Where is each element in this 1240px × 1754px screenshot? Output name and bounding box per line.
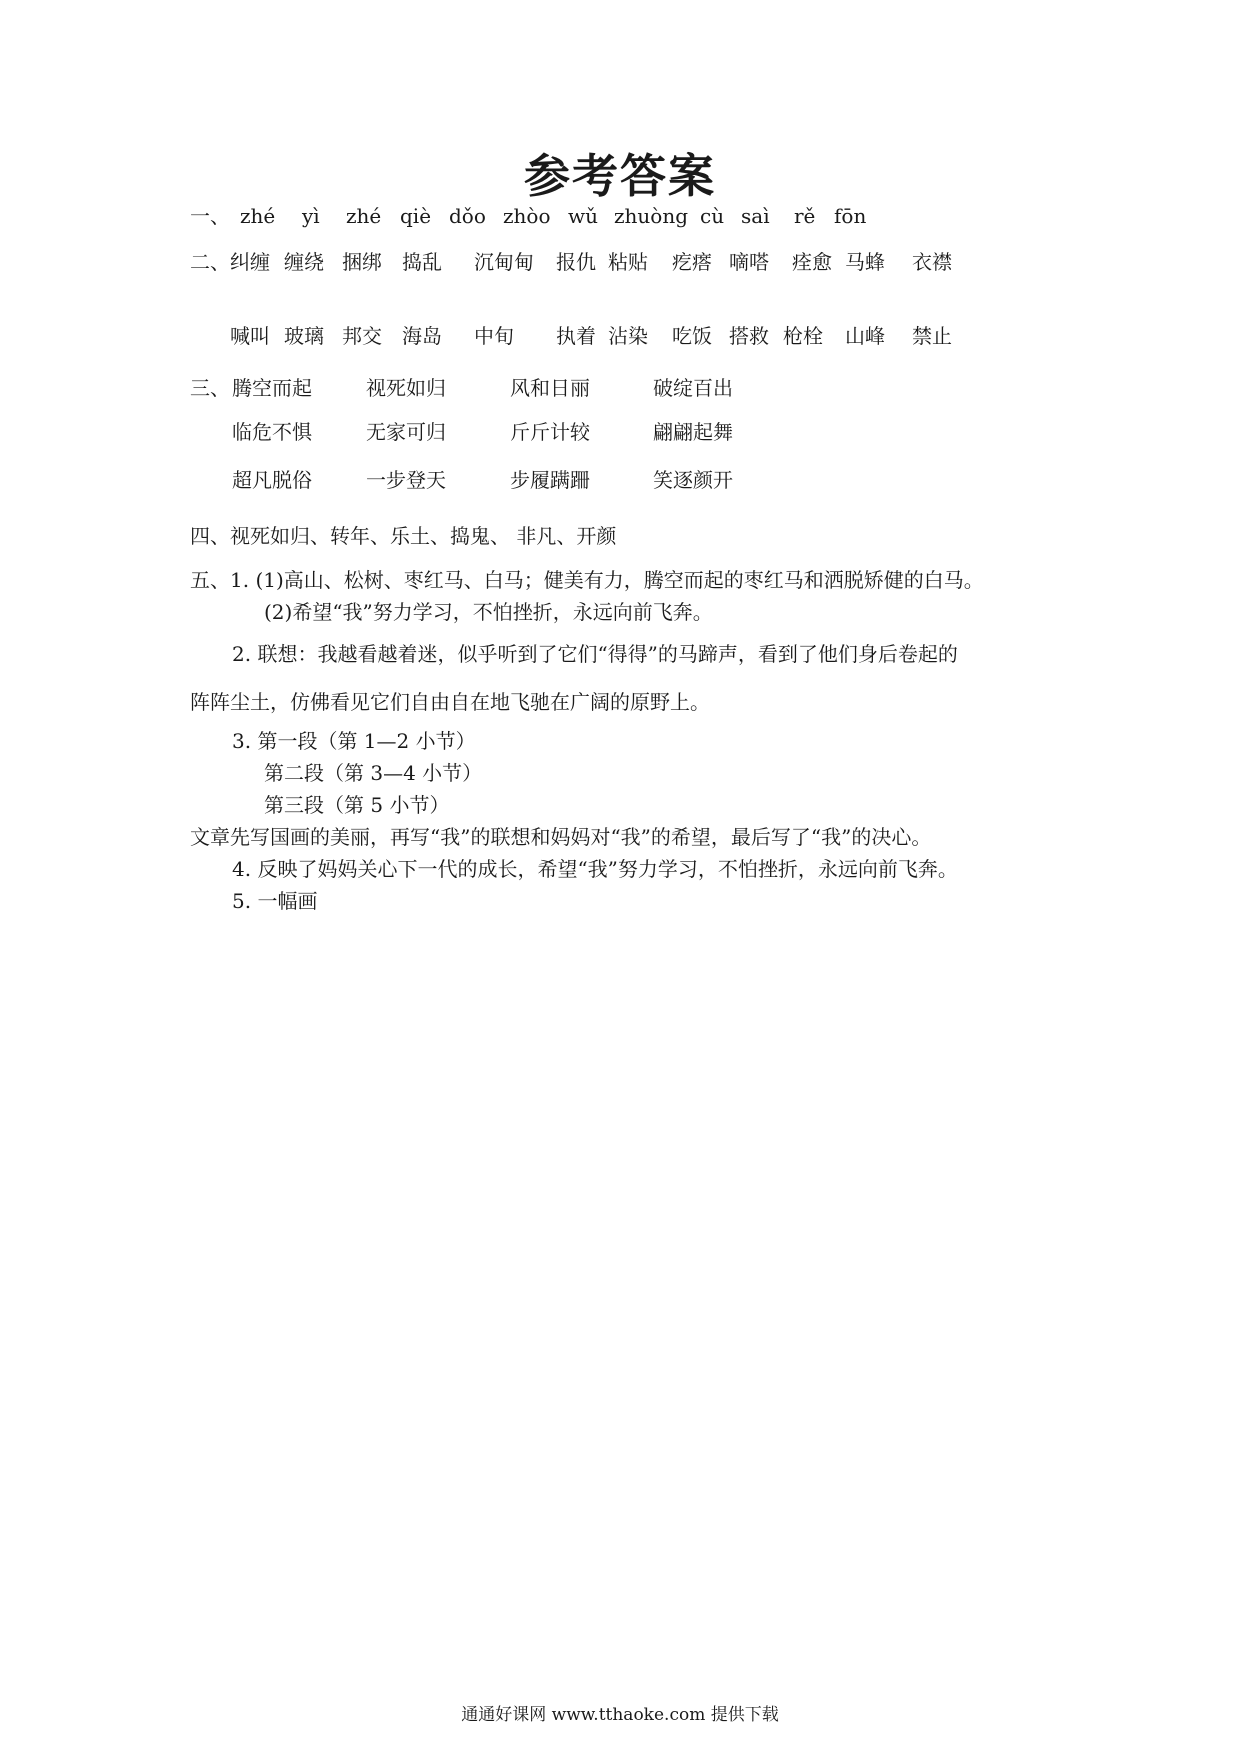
word-token: 搭救 — [729, 324, 769, 348]
section-4-line: 四、视死如归、转年、乐土、捣鬼、 非凡、开颜 — [190, 524, 617, 548]
pinyin-token: saì — [741, 204, 770, 228]
idiom-token: 临危不惧 — [232, 420, 312, 444]
word-token: 海岛 — [402, 324, 442, 348]
word-token: 纠缠 — [230, 250, 270, 274]
pinyin-token: zhé — [240, 204, 276, 228]
word-token: 邦交 — [342, 324, 382, 348]
word-token: 报仇 — [556, 250, 596, 274]
idiom-token: 无家可归 — [366, 420, 446, 444]
section-2-label: 二、 — [190, 250, 230, 274]
pinyin-token: zhuòng — [614, 204, 689, 228]
footer-credit: 通通好课网 www.tthaoke.com 提供下载 — [461, 1705, 779, 1725]
word-token: 沉甸甸 — [474, 250, 534, 274]
word-token: 衣襟 — [912, 250, 952, 274]
word-token: 喊叫 — [230, 324, 270, 348]
section-5-q5-line: 5. 一幅画 — [232, 889, 318, 913]
pinyin-token: fōn — [834, 204, 867, 228]
word-token: 玻璃 — [284, 324, 324, 348]
pinyin-token: qiè — [400, 204, 432, 228]
word-token: 禁止 — [912, 324, 952, 348]
word-token: 吃饭 — [672, 324, 712, 348]
idiom-token: 腾空而起 — [232, 376, 312, 400]
word-token: 粘贴 — [608, 250, 648, 274]
section-5-q3-line-1: 3. 第一段（第 1—2 小节） — [232, 729, 476, 753]
pinyin-token: yì — [302, 204, 320, 228]
word-token: 枪栓 — [783, 324, 823, 348]
section-5-q1-line-1: 五、1. (1)高山、松树、枣红马、白马；健美有力，腾空而起的枣红马和洒脱矫健的白马。 — [190, 568, 984, 592]
section-5-q3-line-3: 第三段（第 5 小节） — [264, 793, 450, 817]
pinyin-token: cù — [700, 204, 725, 228]
section-5-q2-line-1: 2. 联想：我越看越着迷，似乎听到了它们“得得”的马蹄声，看到了他们身后卷起的 — [232, 642, 958, 666]
idiom-token: 笑逐颜开 — [653, 468, 733, 492]
word-token: 捆绑 — [342, 250, 382, 274]
idiom-token: 步履蹒跚 — [510, 468, 590, 492]
section-1-label: 一、 — [190, 204, 230, 228]
idiom-token: 斤斤计较 — [510, 420, 590, 444]
pinyin-token: rě — [794, 204, 816, 228]
idiom-token: 一步登天 — [366, 468, 446, 492]
word-token: 缠绕 — [284, 250, 324, 274]
section-5-q3-line-2: 第二段（第 3—4 小节） — [264, 761, 483, 785]
word-token: 马蜂 — [845, 250, 885, 274]
word-token: 疙瘩 — [672, 250, 712, 274]
idiom-token: 风和日丽 — [510, 376, 590, 400]
word-token: 中旬 — [474, 324, 514, 348]
word-token: 嘀嗒 — [729, 250, 769, 274]
word-token: 沾染 — [608, 324, 648, 348]
idiom-token: 超凡脱俗 — [232, 468, 312, 492]
section-5-q2-line-2: 阵阵尘土，仿佛看见它们自由自在地飞驰在广阔的原野上。 — [190, 690, 710, 714]
section-5-q3-summary: 文章先写国画的美丽，再写“我”的联想和妈妈对“我”的希望，最后写了“我”的决心。 — [190, 825, 932, 849]
section-3-label: 三、 — [190, 376, 230, 400]
pinyin-token: dǒo — [449, 204, 486, 228]
idiom-token: 视死如归 — [366, 376, 446, 400]
word-token: 捣乱 — [402, 250, 442, 274]
idiom-token: 翩翩起舞 — [653, 420, 733, 444]
section-5-q1-line-2: (2)希望“我”努力学习，不怕挫折，永远向前飞奔。 — [264, 600, 713, 624]
idiom-token: 破绽百出 — [653, 376, 733, 400]
pinyin-token: zhòo — [503, 204, 551, 228]
word-token: 执着 — [556, 324, 596, 348]
pinyin-token: wǔ — [568, 204, 598, 228]
word-token: 痊愈 — [792, 250, 832, 274]
section-5-q4-line: 4. 反映了妈妈关心下一代的成长，希望“我”努力学习，不怕挫折，永远向前飞奔。 — [232, 857, 958, 881]
word-token: 山峰 — [845, 324, 885, 348]
page-title: 参考答案 — [524, 149, 716, 203]
pinyin-token: zhé — [346, 204, 382, 228]
